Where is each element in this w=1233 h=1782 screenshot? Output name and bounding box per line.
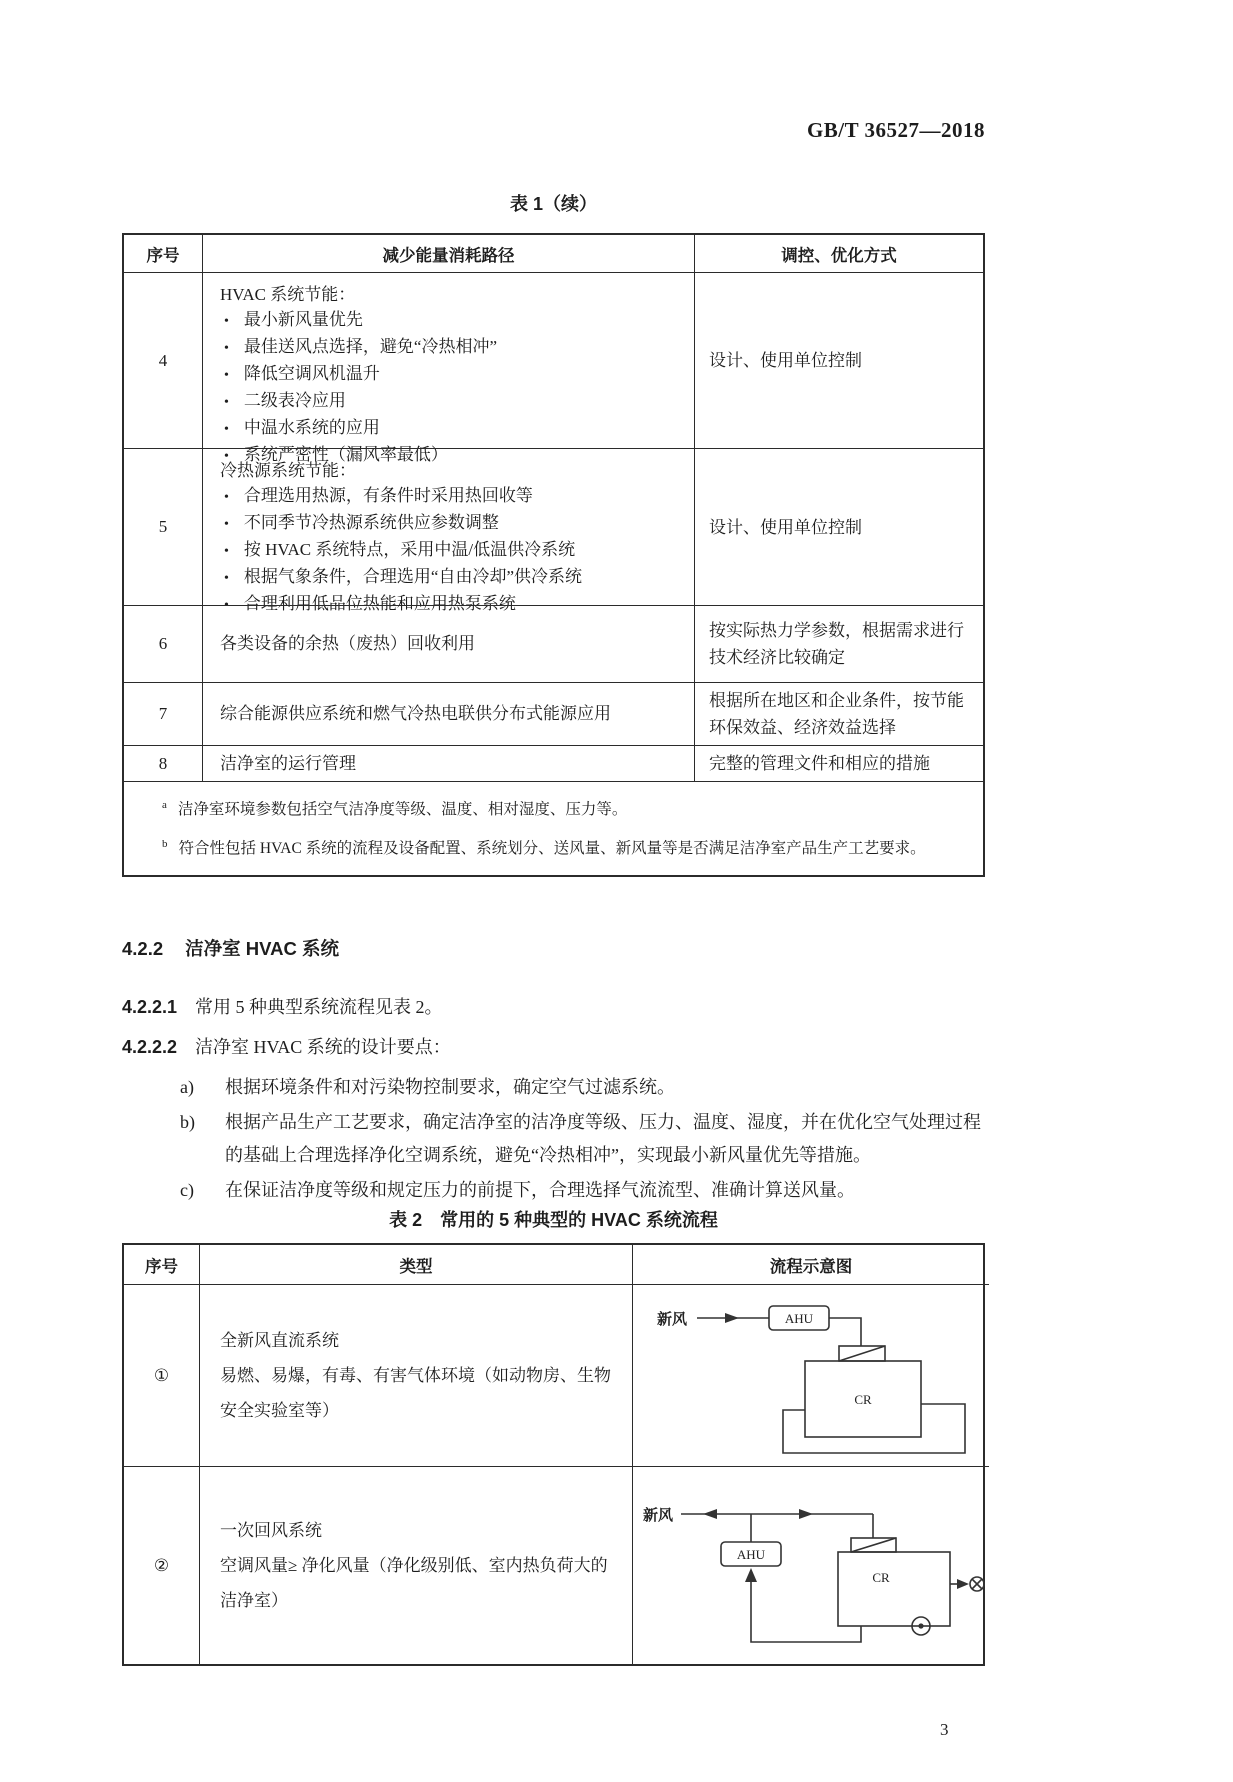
table1-footnotes — [124, 781, 983, 875]
fan-hub-icon — [918, 1623, 923, 1628]
table2-title: 表 2 常用的 5 种典型的 HVAC 系统流程 — [389, 1210, 718, 1230]
footnote-a — [162, 788, 967, 827]
bullet-item: • 按 HVAC 系统特点，采用中温/低温供冷系统 — [220, 537, 684, 564]
table1-row4-control: 设计、使用单位控制 — [694, 272, 983, 448]
table1-row8-no: 8 — [124, 745, 202, 781]
clause-4221 — [122, 991, 994, 1024]
table1-row7-no: 7 — [124, 682, 202, 745]
arrow-right-icon — [799, 1509, 813, 1519]
bullet-item: • 不同季节冷热源系统供应参数调整 — [220, 510, 684, 537]
clause-4221-text: 常用 5 种典型系统流程见表 2。 — [195, 997, 443, 1017]
list-item-b — [122, 1106, 994, 1172]
table1-row5-no: 5 — [124, 448, 202, 605]
type-desc: 易燃、易爆，有毒、有害气体环境（如动物房、生物安全实验室等） — [220, 1366, 611, 1420]
table2-col-diagram: 流程示意图 — [632, 1245, 989, 1284]
bullet-item: • 二级表冷应用 — [220, 388, 684, 415]
table1-row8-path: 洁净室的运行管理 — [202, 745, 694, 781]
bullet-item: • 降低空调风机温升 — [220, 361, 684, 388]
cleanroom-box — [838, 1552, 950, 1626]
arrow-right-icon — [957, 1579, 969, 1589]
type-title: 全新风直流系统 — [220, 1331, 339, 1350]
table1-row7-path: 综合能源供应系统和燃气冷热电联供分布式能源应用 — [202, 682, 694, 745]
table2 — [122, 1243, 985, 1666]
table1-row8-control: 完整的管理文件和相应的措施 — [694, 745, 983, 781]
path-title: HVAC 系统节能： — [220, 285, 356, 304]
table1-row5-path — [202, 448, 694, 613]
path-title: 冷热源系统节能： — [220, 461, 356, 480]
bullet-item: • 最小新风量优先 — [220, 307, 684, 334]
table1-col-path: 减少能量消耗路径 — [202, 235, 694, 272]
table1-row6-control: 按实际热力学参数，根据需求进行技术经济比较确定 — [694, 605, 983, 682]
list-item-b-label: b) — [180, 1112, 195, 1132]
footnote-a-text: 洁净室环境参数包括空气洁净度等级、温度、相对湿度、压力等。 — [177, 801, 628, 819]
section-heading-title: 洁净室 HVAC 系统 — [185, 938, 339, 959]
ahu-label: AHU — [736, 1546, 766, 1562]
list-item-b-text: 根据产品生产工艺要求，确定洁净室的洁净度等级、压力、温度、湿度，并在优化空气处理过程的基础上合理选择净化空调系统，避免“冷热相冲”，实现最小新风量优先等措施。 — [225, 1112, 981, 1165]
table1-row6-no: 6 — [124, 605, 202, 682]
cleanroom-label: CR — [854, 1391, 872, 1407]
table1-row5-control: 设计、使用单位控制 — [694, 448, 983, 605]
section-heading — [122, 935, 994, 961]
list-item-c-text: 在保证洁净度等级和规定压力的前提下，合理选择气流流型、准确计算送风量。 — [225, 1180, 855, 1200]
type-desc: 空调风量≥ 净化风量（净化级别低、室内热负荷大的洁净室） — [220, 1556, 608, 1610]
clause-4222-text: 洁净室 HVAC 系统的设计要点： — [195, 1037, 451, 1057]
table1-col-control: 调控、优化方式 — [694, 235, 983, 272]
clause-4222 — [122, 1031, 994, 1064]
table1-col-no: 序号 — [146, 246, 180, 265]
bullet-item: • 根据气象条件，合理选用“自由冷却”供冷系统 — [220, 564, 684, 591]
doc-number: GB/T 36527—2018 — [806, 118, 985, 142]
ahu-label: AHU — [784, 1310, 814, 1326]
footnote-b-label: b — [162, 838, 168, 851]
table2-row1-type — [199, 1284, 632, 1466]
footnote-b — [162, 827, 967, 866]
arrow-up-icon — [745, 1568, 757, 1582]
list-item-c-label: c) — [180, 1180, 194, 1200]
list-item-c — [122, 1174, 994, 1207]
bullet-item: • 中温水系统的应用 — [220, 415, 684, 442]
clause-4222-num: 4.2.2.2 — [122, 1037, 178, 1057]
footnote-a-label: a — [162, 799, 167, 811]
table2-row1-no: ① — [124, 1284, 199, 1466]
type-title: 一次回风系统 — [220, 1521, 322, 1540]
table1-row7-control: 根据所在地区和企业条件，按节能环保效益、经济效益选择 — [694, 682, 983, 745]
table2-col-no: 序号 — [145, 1257, 178, 1276]
fresh-air-label: 新风 — [657, 1311, 688, 1328]
arrow-left-icon — [703, 1509, 717, 1519]
table1-row4-path — [202, 272, 694, 464]
table2-row2-no: ② — [124, 1466, 199, 1664]
list-item-a-text: 根据环境条件和对污染物控制要求，确定空气过滤系统。 — [225, 1077, 675, 1097]
table2-row1-diagram — [632, 1284, 989, 1466]
table2-col-type: 类型 — [199, 1245, 632, 1284]
fresh-air-label: 新风 — [643, 1507, 674, 1524]
clause-4221-num: 4.2.2.1 — [122, 997, 178, 1017]
bullet-item: • 系统严密性（漏风率最低） — [220, 442, 684, 469]
section-heading-num: 4.2.2 — [122, 938, 164, 959]
arrow-right-icon — [725, 1313, 739, 1323]
footnote-b-text: 符合性包括 HVAC 系统的流程及设备配置、系统划分、送风量、新风量等是否满足洁净室产品生产工艺要求。 — [178, 840, 926, 858]
table1-row6-path: 各类设备的余热（废热）回收利用 — [202, 605, 694, 682]
cleanroom-label: CR — [872, 1569, 890, 1585]
table2-row2-diagram — [632, 1466, 989, 1664]
section-422 — [122, 935, 994, 1207]
bullet-item: • 合理利用低品位热能和应用热泵系统 — [220, 591, 684, 618]
flow-diagram-primary-return — [633, 1480, 989, 1652]
table2-row2-type — [199, 1466, 632, 1664]
table1 — [122, 233, 985, 877]
table1-title: 表 1（续） — [509, 194, 597, 214]
flow-diagram-once-through — [643, 1292, 979, 1460]
list-item-a-label: a) — [180, 1077, 194, 1097]
bullet-item: • 最佳送风点选择，避免“冷热相冲” — [220, 334, 684, 361]
table1-row4-no: 4 — [124, 272, 202, 448]
list-item-a — [122, 1071, 994, 1104]
page-number: 3 — [940, 1720, 949, 1739]
bullet-item: • 合理选用热源，有条件时采用热回收等 — [220, 483, 684, 510]
